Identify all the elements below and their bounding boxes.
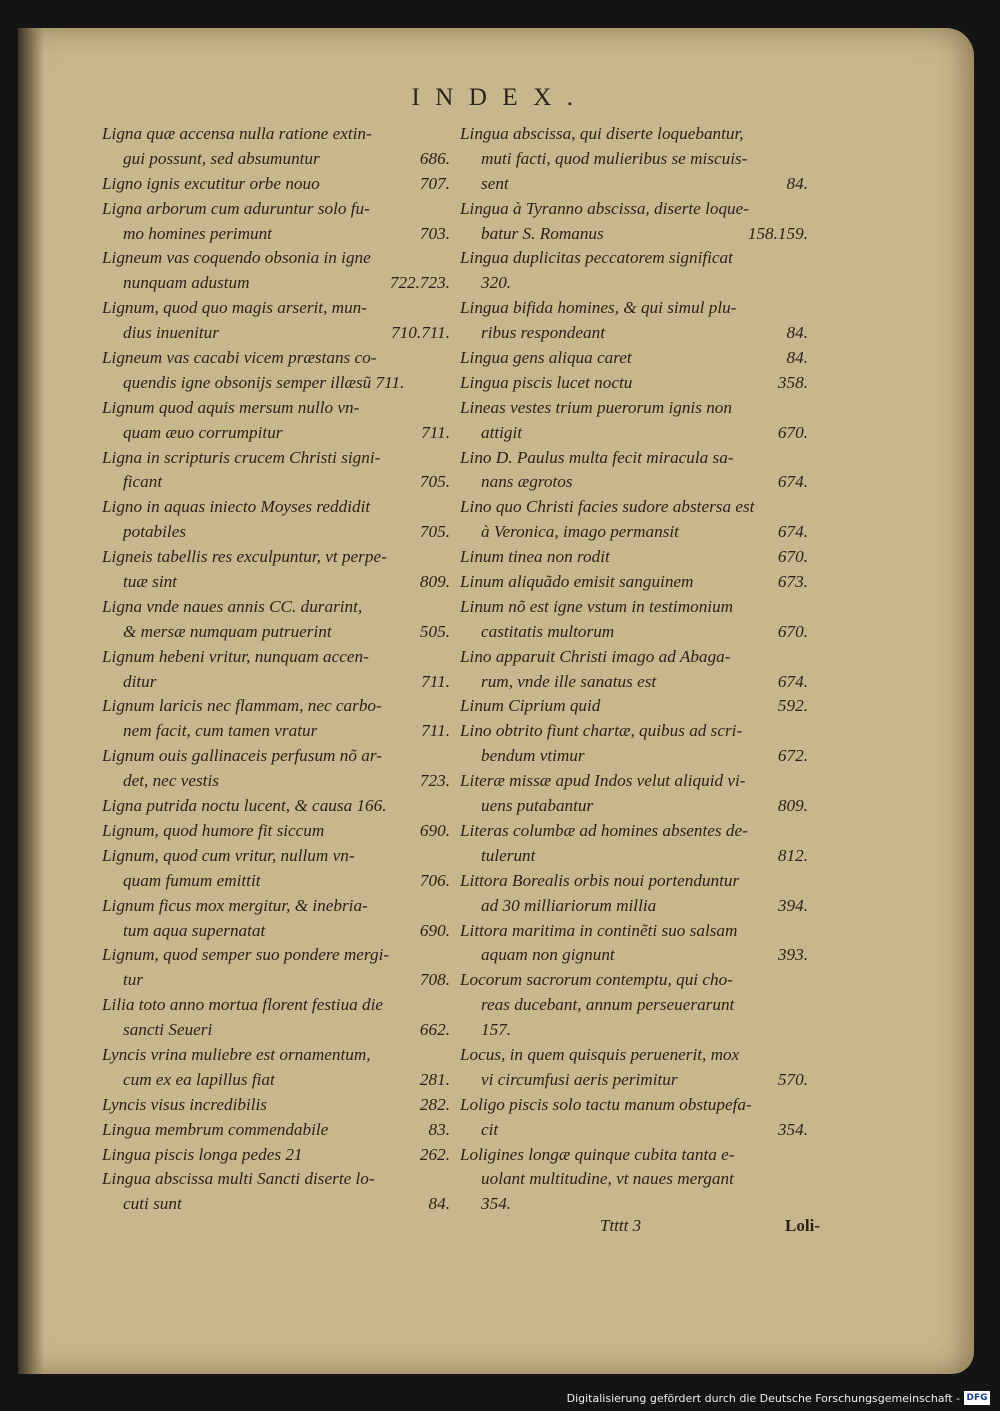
entry-text: Littora Borealis orbis noui portenduntur	[460, 870, 740, 890]
page-reference: 674.	[777, 671, 808, 691]
index-entry	[460, 545, 812, 570]
entry-text: Lino D. Paulus multa fecit miracula sa-	[460, 447, 734, 467]
page-reference: 662.	[419, 1020, 450, 1040]
entry-text: 157.	[481, 1020, 512, 1040]
page-reference: 354.	[777, 1119, 808, 1139]
entry-line	[102, 993, 454, 1018]
page-reference: 711.	[421, 721, 450, 741]
index-entry	[102, 446, 454, 496]
entry-text: sancti Seueri	[123, 1020, 213, 1040]
entry-line	[460, 1192, 812, 1217]
entry-text: Lingua abscissa multi Sancti diserte lo-	[102, 1169, 375, 1189]
page-reference: 809.	[419, 572, 450, 592]
entry-text: ad 30 milliariorum millia	[481, 895, 657, 915]
entry-text: Ligneum vas coquendo obsonia in igne	[102, 248, 371, 268]
entry-line	[460, 943, 812, 968]
index-entry	[102, 645, 454, 695]
entry-line	[460, 321, 812, 346]
entry-text: Lino quo Christi facies sudore abstersa est	[460, 497, 755, 517]
entry-line	[102, 246, 454, 271]
entry-line	[102, 1167, 454, 1192]
entry-line	[102, 271, 454, 296]
entry-line	[102, 919, 454, 944]
index-entry	[102, 943, 454, 993]
entry-text: batur S. Romanus	[481, 223, 604, 243]
entry-line	[460, 993, 812, 1018]
entry-line	[102, 670, 454, 695]
page-reference: 707.	[419, 173, 450, 193]
entry-line	[102, 769, 454, 794]
page-reference: 711.	[421, 671, 450, 691]
entry-line	[460, 1167, 812, 1192]
entry-text: Lineas vestes trium puerorum ignis non	[460, 397, 732, 417]
index-entry	[460, 595, 812, 645]
page-reference: 262.	[419, 1144, 450, 1164]
index-column-right	[460, 122, 812, 1217]
index-entry	[102, 794, 454, 819]
entry-text: ficant	[123, 472, 163, 492]
index-entry	[102, 396, 454, 446]
entry-text: rum, vnde ille sanatus est	[481, 671, 657, 691]
index-entry	[102, 694, 454, 744]
entry-line	[460, 421, 812, 446]
index-entry	[460, 819, 812, 869]
entry-line	[102, 943, 454, 968]
entry-line	[460, 1093, 812, 1118]
entry-text: uens putabantur	[481, 796, 594, 816]
entry-line	[460, 1043, 812, 1068]
page-reference: 723.	[419, 771, 450, 791]
entry-line	[102, 1093, 454, 1118]
index-entry	[460, 869, 812, 919]
index-column-left	[102, 122, 454, 1217]
entry-line	[102, 495, 454, 520]
entry-text: nem facit, cum tamen vratur	[123, 721, 318, 741]
page-reference: 674.	[777, 472, 808, 492]
index-entry	[460, 246, 812, 296]
entry-line	[460, 197, 812, 222]
page-reference: 670.	[777, 547, 808, 567]
entry-text: Linum aliquãdo emisit sanguinem	[460, 572, 694, 592]
page-reference: 393.	[777, 945, 808, 965]
index-entry	[460, 570, 812, 595]
entry-text: nunquam adustum	[123, 273, 250, 293]
index-entry	[460, 719, 812, 769]
entry-line	[460, 819, 812, 844]
entry-text: 320.	[481, 273, 512, 293]
page-reference: 705.	[419, 522, 450, 542]
entry-text: & mersæ numquam putruerint	[123, 621, 332, 641]
entry-line	[460, 1143, 812, 1168]
entry-text: Linum nõ est igne vstum in testimonium	[460, 596, 734, 616]
entry-text: Loligines longæ quinque cubita tanta e-	[460, 1144, 735, 1164]
entry-line	[102, 595, 454, 620]
entry-text: Lino obtrito fiunt chartæ, quibus ad scri-	[460, 721, 743, 741]
entry-text: Lyncis vrina muliebre est ornamentum,	[102, 1044, 371, 1064]
entry-text: Lignum, quod semper suo pondere mergi-	[102, 945, 390, 965]
entry-line	[102, 197, 454, 222]
entry-text: quendis igne obsonijs semper illæsũ 711.	[123, 372, 405, 392]
entry-line	[102, 122, 454, 147]
entry-text: Lignum, quod quo magis arserit, mun-	[102, 298, 367, 318]
page-reference: 358.	[777, 372, 808, 392]
index-entry	[102, 246, 454, 296]
index-entry	[460, 371, 812, 396]
index-entry	[102, 1167, 454, 1217]
entry-text: tuæ sint	[123, 572, 177, 592]
entry-text: reas ducebant, annum perseuerarunt	[481, 995, 735, 1015]
page-reference: 809.	[777, 796, 808, 816]
entry-line	[460, 595, 812, 620]
page-reference: 708.	[419, 970, 450, 990]
page-reference: 505.	[419, 621, 450, 641]
index-entry	[102, 1043, 454, 1093]
entry-line	[460, 1018, 812, 1043]
page-reference: 670.	[777, 422, 808, 442]
entry-text: Linum Ciprium quid	[460, 696, 601, 716]
entry-line	[460, 520, 812, 545]
index-entry	[460, 1043, 812, 1093]
entry-text: ditur	[123, 671, 157, 691]
entry-text: cuti sunt	[123, 1194, 182, 1214]
index-entry	[102, 197, 454, 247]
entry-line	[460, 371, 812, 396]
entry-text: Lingua à Tyranno abscissa, diserte loque-	[460, 198, 749, 218]
entry-text: aquam non gignunt	[481, 945, 615, 965]
entry-text: Lingua piscis longa pedes 21	[102, 1144, 303, 1164]
index-entry	[460, 694, 812, 719]
entry-line	[460, 396, 812, 421]
index-entry	[460, 197, 812, 247]
entry-line	[460, 719, 812, 744]
digitization-credit: Digitalisierung gefördert durch die Deutsche Forschungsgemeinschaft -	[566, 1392, 960, 1405]
entry-line	[102, 172, 454, 197]
index-entry	[102, 1093, 454, 1118]
entry-line	[460, 346, 812, 371]
entry-line	[102, 744, 454, 769]
entry-text: muti facti, quod mulieribus se miscuis-	[481, 148, 748, 168]
entry-text: 354.	[481, 1194, 512, 1214]
index-entry	[460, 446, 812, 496]
entry-line	[102, 869, 454, 894]
entry-text: tum aqua supernatat	[123, 920, 266, 940]
entry-text: dius inuenitur	[123, 323, 219, 343]
entry-text: Lignum ficus mox mergitur, & inebria-	[102, 895, 368, 915]
running-head: INDEX.	[411, 84, 589, 111]
entry-line	[102, 545, 454, 570]
page-reference: 158.159.	[747, 223, 808, 243]
entry-text: Literæ missæ apud Indos velut aliquid vi-	[460, 771, 746, 791]
entry-text: Lignum, quod cum vritur, nullum vn-	[102, 845, 355, 865]
entry-text: attigit	[481, 422, 523, 442]
entry-text: Linum tinea non rodit	[460, 547, 610, 567]
page-reference: 83.	[428, 1119, 450, 1139]
entry-line	[102, 694, 454, 719]
entry-line	[102, 570, 454, 595]
entry-text: cum ex ea lapillus fiat	[123, 1069, 275, 1089]
entry-line	[102, 396, 454, 421]
index-entry	[460, 122, 812, 197]
index-entry	[102, 844, 454, 894]
index-entry	[102, 595, 454, 645]
entry-text: à Veronica, imago permansit	[481, 522, 679, 542]
page-reference: 690.	[419, 920, 450, 940]
index-entry	[460, 769, 812, 819]
entry-line	[460, 769, 812, 794]
index-entry	[460, 495, 812, 545]
entry-line	[102, 446, 454, 471]
page-reference: 670.	[777, 621, 808, 641]
entry-line	[460, 1068, 812, 1093]
index-entry	[102, 172, 454, 197]
index-entry	[460, 1093, 812, 1143]
index-entry	[102, 346, 454, 396]
entry-text: ribus respondeant	[481, 323, 605, 343]
entry-text: Lignum, quod humore fit siccum	[102, 820, 325, 840]
entry-line	[460, 545, 812, 570]
entry-text: quam æuo corrumpitur	[123, 422, 283, 442]
index-entry	[102, 1143, 454, 1168]
page-reference: 705.	[419, 472, 450, 492]
entry-line	[102, 470, 454, 495]
entry-line	[102, 645, 454, 670]
page-reference: 282.	[419, 1094, 450, 1114]
entry-line	[460, 844, 812, 869]
entry-text: bendum vtimur	[481, 746, 585, 766]
entry-line	[102, 222, 454, 247]
entry-line	[460, 271, 812, 296]
entry-text: Lingua abscissa, qui diserte loquebantur,	[460, 124, 744, 143]
index-entry	[102, 1118, 454, 1143]
entry-text: Ligno in aquas iniecto Moyses reddidit	[102, 497, 371, 517]
entry-line	[102, 1068, 454, 1093]
entry-line	[102, 1043, 454, 1068]
index-entry	[102, 296, 454, 346]
entry-line	[102, 371, 454, 396]
page-reference: 674.	[777, 522, 808, 542]
entry-text: Ligna in scripturis crucem Christi signi-	[102, 447, 381, 467]
entry-text: Ligneum vas cacabi vicem præstans co-	[102, 348, 377, 368]
entry-text: Ligna quæ accensa nulla ratione extin-	[102, 124, 372, 143]
entry-line	[460, 794, 812, 819]
page-reference: 84.	[786, 348, 808, 368]
entry-text: Ligna putrida noctu lucent, & causa 166.	[102, 796, 387, 816]
page-reference: 690.	[419, 820, 450, 840]
index-entry	[460, 645, 812, 695]
entry-text: Locus, in quem quisquis peruenerit, mox	[460, 1044, 740, 1064]
entry-text: cit	[481, 1119, 499, 1139]
page-reference: 812.	[777, 845, 808, 865]
entry-line	[460, 147, 812, 172]
entry-line	[460, 645, 812, 670]
entry-text: Locorum sacrorum contemptu, qui cho-	[460, 970, 733, 990]
entry-line	[460, 968, 812, 993]
index-entry	[102, 993, 454, 1043]
page-reference: 706.	[419, 870, 450, 890]
page-reference: 703.	[419, 223, 450, 243]
entry-text: vi circumfusi aeris perimitur	[481, 1069, 678, 1089]
entry-text: Lignum hebeni vritur, nunquam accen-	[102, 646, 369, 666]
entry-line	[102, 819, 454, 844]
index-entry	[460, 1143, 812, 1218]
entry-text: Lingua gens aliqua caret	[460, 348, 632, 368]
entry-line	[460, 296, 812, 321]
entry-line	[102, 1192, 454, 1217]
index-entry	[102, 545, 454, 595]
entry-text: sent	[481, 173, 509, 193]
entry-text: gui possunt, sed absumuntur	[123, 148, 320, 168]
entry-text: tur	[123, 970, 144, 990]
entry-line	[460, 670, 812, 695]
entry-line	[460, 470, 812, 495]
page-reference: 672.	[777, 746, 808, 766]
entry-line	[102, 520, 454, 545]
page-reference: 686.	[419, 148, 450, 168]
entry-line	[460, 869, 812, 894]
entry-line	[460, 694, 812, 719]
entry-line	[102, 968, 454, 993]
entry-line	[460, 894, 812, 919]
entry-line	[460, 570, 812, 595]
entry-text: Literas columbæ ad homines absentes de-	[460, 820, 748, 840]
index-entry	[102, 495, 454, 545]
index-entry	[102, 122, 454, 172]
entry-text: Littora maritima in continẽti suo salsam	[460, 920, 738, 940]
entry-line	[460, 1118, 812, 1143]
index-entry	[460, 919, 812, 969]
entry-text: Ligna vnde naues annis CC. durarint,	[102, 596, 363, 616]
index-entry	[460, 396, 812, 446]
index-entry	[102, 744, 454, 794]
entry-text: Lingua membrum commendabile	[102, 1119, 329, 1139]
entry-line	[102, 620, 454, 645]
entry-text: Lignum ouis gallinaceis perfusum nõ ar-	[102, 746, 382, 766]
entry-text: Lingua duplicitas peccatorem significat	[460, 248, 733, 268]
index-entry	[102, 894, 454, 944]
entry-text: quam fumum emittit	[123, 870, 261, 890]
entry-line	[102, 1143, 454, 1168]
entry-text: Lino apparuit Christi imago ad Abaga-	[460, 646, 731, 666]
entry-line	[102, 844, 454, 869]
entry-line	[102, 346, 454, 371]
entry-line	[102, 147, 454, 172]
page-reference: 710.711.	[391, 323, 450, 343]
entry-text: Lingua bifida homines, & qui simul plu-	[460, 298, 737, 318]
signature-mark: Ttttt 3	[600, 1216, 642, 1235]
entry-line	[460, 495, 812, 520]
index-entry	[102, 819, 454, 844]
index-entry	[460, 346, 812, 371]
entry-line	[460, 919, 812, 944]
page-reference: 711.	[421, 422, 450, 442]
entry-line	[460, 246, 812, 271]
dfg-logo: DFG	[964, 1391, 990, 1405]
signature-line	[600, 1216, 820, 1242]
page-reference: 281.	[419, 1069, 450, 1089]
entry-text: Lignum laricis nec flammam, nec carbo-	[102, 696, 382, 716]
entry-text: Loligo piscis solo tactu manum obstupefa-	[460, 1094, 752, 1114]
entry-text: potabiles	[123, 522, 187, 542]
entry-line	[102, 296, 454, 321]
entry-text: det, nec vestis	[123, 771, 219, 791]
entry-line	[102, 1118, 454, 1143]
entry-text: Lilia toto anno mortua florent festiua die	[102, 995, 384, 1015]
entry-text: uolant multitudine, vt naues mergant	[481, 1169, 734, 1189]
entry-line	[102, 1018, 454, 1043]
entry-line	[102, 794, 454, 819]
entry-text: Lyncis visus incredibilis	[102, 1094, 267, 1114]
index-entry	[460, 296, 812, 346]
entry-line	[460, 744, 812, 769]
entry-line	[102, 719, 454, 744]
page-reference: 570.	[777, 1069, 808, 1089]
entry-line	[102, 321, 454, 346]
entry-text: tulerunt	[481, 845, 536, 865]
entry-line	[102, 894, 454, 919]
page-reference: 673.	[777, 572, 808, 592]
entry-text: castitatis multorum	[481, 621, 615, 641]
page-reference: 84.	[428, 1194, 450, 1214]
page-reference: 394.	[777, 895, 808, 915]
entry-line	[460, 172, 812, 197]
page-reference: 84.	[786, 323, 808, 343]
page-reference: 722.723.	[389, 273, 450, 293]
entry-text: mo homines perimunt	[123, 223, 272, 243]
entry-line	[460, 122, 812, 147]
page-reference: 592.	[777, 696, 808, 716]
entry-text: nans ægrotos	[481, 472, 573, 492]
entry-text: Ligneis tabellis res exculpuntur, vt perpe-	[102, 547, 387, 567]
entry-text: Ligno ignis excutitur orbe nouo	[102, 173, 320, 193]
entry-line	[460, 620, 812, 645]
entry-text: Lingua piscis lucet noctu	[460, 372, 633, 392]
page-gutter-shadow	[18, 28, 44, 1374]
entry-line	[460, 446, 812, 471]
catchword: Loli-	[785, 1216, 820, 1235]
index-entry	[460, 968, 812, 1043]
page-reference: 84.	[786, 173, 808, 193]
entry-text: Lignum quod aquis mersum nullo vn-	[102, 397, 360, 417]
entry-line	[460, 222, 812, 247]
entry-line	[102, 421, 454, 446]
entry-text: Ligna arborum cum aduruntur solo fu-	[102, 198, 370, 218]
